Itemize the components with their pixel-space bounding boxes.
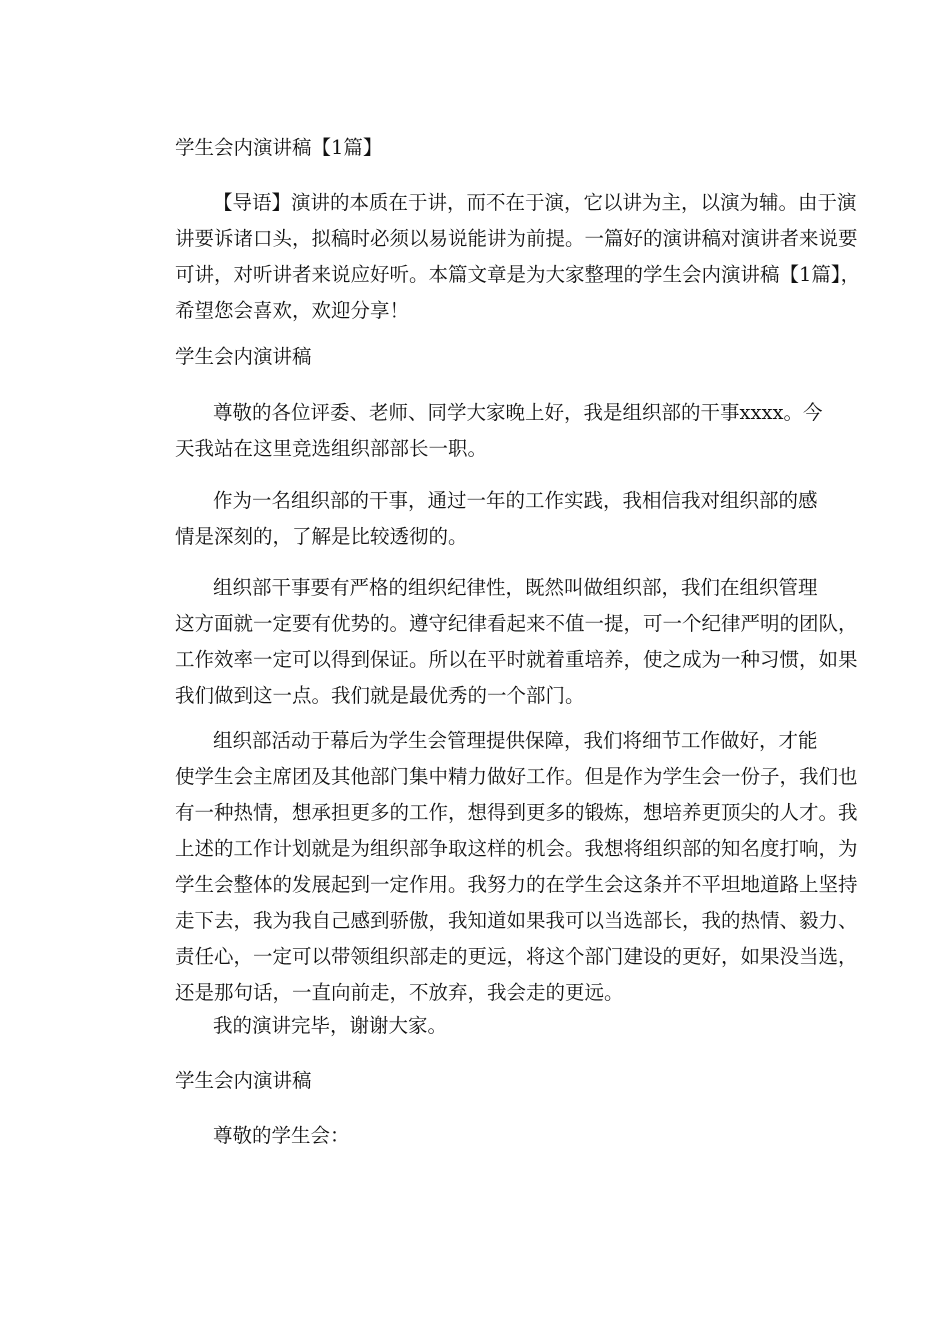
paragraph-line: 还是那句话，一直向前走，不放弃，我会走的更远。 — [175, 981, 624, 1004]
paragraph-line: 天我站在这里竞选组织部部长一职。 — [175, 437, 488, 460]
paragraph-line: 上述的工作计划就是为组织部争取这样的机会。我想将组织部的知名度打响，为 — [175, 837, 858, 860]
paragraph-line: 有一种热情，想承担更多的工作，想得到更多的锻炼，想培养更顶尖的人才。我 — [175, 801, 858, 824]
paragraph-line: 组织部活动于幕后为学生会管理提供保障，我们将细节工作做好，才能 — [213, 729, 818, 752]
paragraph-line: 作为一名组织部的干事，通过一年的工作实践，我相信我对组织部的感 — [213, 489, 818, 512]
intro-paragraph — [175, 185, 861, 329]
paragraph-salutation: 尊敬的学生会： — [213, 1124, 350, 1147]
paragraph-line: 【导语】演讲的本质在于讲，而不在于演，它以讲为主，以演为辅。由于演 — [213, 191, 857, 214]
paragraph-greeting — [175, 395, 823, 467]
paragraph-plan — [175, 723, 858, 1011]
paragraph-discipline — [175, 570, 858, 714]
paragraph-line: 我们做到这一点。我们就是最优秀的一个部门。 — [175, 684, 585, 707]
document-title: 学生会内演讲稿【1篇】 — [175, 136, 383, 159]
paragraph-line: 使学生会主席团及其他部门集中精力做好工作。但是作为学生会一份子，我们也 — [175, 765, 858, 788]
paragraph-line: 工作效率一定可以得到保证。所以在平时就着重培养，使之成为一种习惯，如果 — [175, 648, 858, 671]
paragraph-line: 学生会整体的发展起到一定作用。我努力的在学生会这条并不平坦地道路上坚持 — [175, 873, 858, 896]
section-heading: 学生会内演讲稿 — [175, 345, 312, 368]
paragraph-line: 讲要诉诸口头，拟稿时必须以易说能讲为前提。一篇好的演讲稿对演讲者来说要 — [175, 227, 858, 250]
paragraph-line: 走下去，我为我自己感到骄傲，我知道如果我可以当选部长，我的热情、毅力、 — [175, 909, 858, 932]
paragraph-line: 尊敬的各位评委、老师、同学大家晚上好，我是组织部的干事xxxx。今 — [213, 401, 823, 424]
paragraph-line: 责任心，一定可以带领组织部走的更远，将这个部门建设的更好，如果没当选， — [175, 945, 858, 968]
section-heading: 学生会内演讲稿 — [175, 1069, 312, 1092]
paragraph-line: 组织部干事要有严格的组织纪律性，既然叫做组织部，我们在组织管理 — [213, 576, 818, 599]
paragraph-line: 可讲，对听讲者来说应好听。本篇文章是为大家整理的学生会内演讲稿【1篇】， — [175, 263, 861, 286]
paragraph-closing: 我的演讲完毕，谢谢大家。 — [213, 1014, 448, 1037]
paragraph-line: 这方面就一定要有优势的。遵守纪律看起来不值一提，可一个纪律严明的团队， — [175, 612, 858, 635]
paragraph-experience — [175, 483, 818, 555]
paragraph-line: 情是深刻的，了解是比较透彻的。 — [175, 525, 468, 548]
paragraph-line: 希望您会喜欢，欢迎分享！ — [175, 299, 410, 322]
